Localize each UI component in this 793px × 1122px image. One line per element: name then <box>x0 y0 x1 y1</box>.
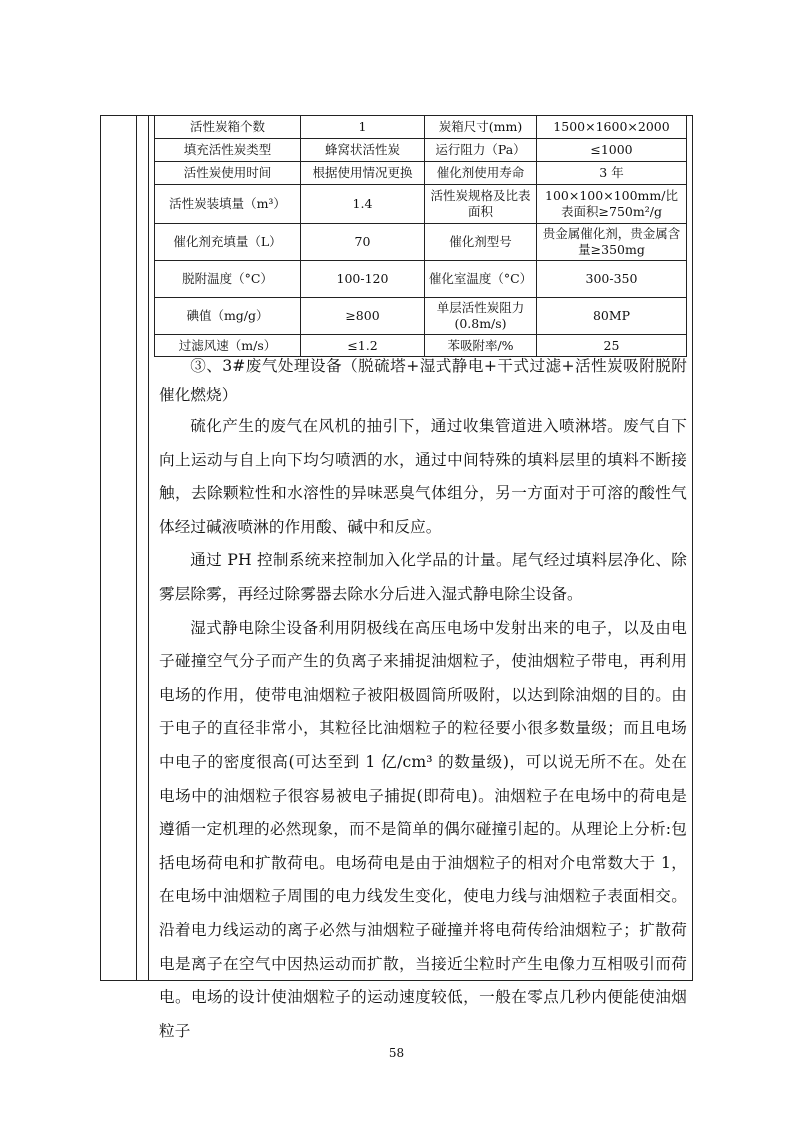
table-cell: 根据使用情况更换 <box>301 162 425 185</box>
paragraph: 通过 PH 控制系统来控制加入化学品的计量。尾气经过填料层净化、除雾层除雾，再经过除雾器去除水分后进入湿式静电除尘设备。 <box>159 551 687 603</box>
table-cell: 催化室温度（°C） <box>425 261 537 298</box>
table-cell: 1 <box>301 116 425 139</box>
activated-carbon-spec-table <box>154 115 687 357</box>
table-cell: 100×100×100mm/比表面积≥750m²/g <box>537 185 687 224</box>
table-cell: 1.4 <box>301 185 425 224</box>
column-divider-inner <box>148 115 149 981</box>
table-cell: 催化剂使用寿命 <box>425 162 537 185</box>
table-cell: 炭箱尺寸(mm) <box>425 116 537 139</box>
table-cell: ≤1.2 <box>301 335 425 357</box>
body-text <box>159 352 687 1048</box>
table-row <box>155 116 687 139</box>
table-cell: 100-120 <box>301 261 425 298</box>
table-cell: 活性炭装填量（m³） <box>155 185 301 224</box>
section-heading: ③、3#废气处理设备（脱硫塔+湿式静电+干式过滤+活性炭吸附脱附催化燃烧） <box>159 357 687 404</box>
paragraph: 硫化产生的废气在风机的抽引下，通过收集管道进入喷淋塔。废气自下向上运动与自上向下均匀喷洒的水，通过中间特殊的填料层里的填料不断接触，去除颗粒性和水溶性的异味恶臭气体组分，另一方面对于可溶的酸性气体经过碱液喷淋的作用酸、碱中和反应。 <box>159 417 687 536</box>
paragraph: 湿式静电除尘设备利用阴极线在高压电场中发射出来的电子，以及由电子碰撞空气分子而产生的负离子来捕捉油烟粒子，使油烟粒子带电，再利用电场的作用，使带电油烟粒子被阳极圆筒所吸附，以达到除油烟的目的。由于电子的直径非常小，其粒径比油烟粒子的粒径要小很多数量级；而且电场中电子的密度很高(可达至到 1 亿/cm³ 的数量级)，可以说无所不在。处在电场中的油烟粒子很容易被电子捕捉(即荷电)。油烟粒子在电场中的荷电是遵循一定机理的必然现象，而不是简单的偶尔碰撞引起的。从理论上分析:包括电场荷电和扩散荷电。电场荷电是由于油烟粒子的相对介电常数大于 1，在电场中油烟粒子周围的电力线发生变化，使电力线与油烟粒子表面相交。沿着电力线运动的离子必然与油烟粒子碰撞并将电荷传给油烟粒子；扩散荷电是离子在空气中因热运动而扩散，当接近尘粒时产生电像力互相吸引而荷电。电场的设计使油烟粒子的运动速度较低，一般在零点几秒内便能使油烟粒子 <box>159 618 687 1040</box>
table-cell: 1500×1600×2000 <box>537 116 687 139</box>
table-cell: 催化剂充填量（L） <box>155 224 301 261</box>
table-cell: 过滤风速（m/s） <box>155 335 301 357</box>
table-cell: 运行阻力（Pa） <box>425 139 537 162</box>
table-cell: 填充活性炭类型 <box>155 139 301 162</box>
table-row <box>155 185 687 224</box>
table-cell: 3 年 <box>537 162 687 185</box>
table-row <box>155 162 687 185</box>
table-cell: 70 <box>301 224 425 261</box>
table-cell: 贵金属催化剂，贵金属含量≥350mg <box>537 224 687 261</box>
table-cell: 25 <box>537 335 687 357</box>
table-row <box>155 261 687 298</box>
table-cell: 300-350 <box>537 261 687 298</box>
table-row <box>155 224 687 261</box>
table-cell: 活性炭使用时间 <box>155 162 301 185</box>
table-cell: 脱附温度（°C） <box>155 261 301 298</box>
table-row <box>155 139 687 162</box>
table-cell: 活性炭规格及比表面积 <box>425 185 537 224</box>
table-cell: 催化剂型号 <box>425 224 537 261</box>
page-number: 58 <box>388 1046 405 1060</box>
table-cell: 活性炭箱个数 <box>155 116 301 139</box>
column-divider-left <box>136 115 137 981</box>
table-cell: ≤1000 <box>537 139 687 162</box>
table-cell: 单层活性炭阻力(0.8m/s) <box>425 298 537 335</box>
table-cell: 苯吸附率/% <box>425 335 537 357</box>
table-cell: 80MP <box>537 298 687 335</box>
table-cell: ≥800 <box>301 298 425 335</box>
table-row <box>155 298 687 335</box>
table-cell: 蜂窝状活性炭 <box>301 139 425 162</box>
table-cell: 碘值（mg/g） <box>155 298 301 335</box>
